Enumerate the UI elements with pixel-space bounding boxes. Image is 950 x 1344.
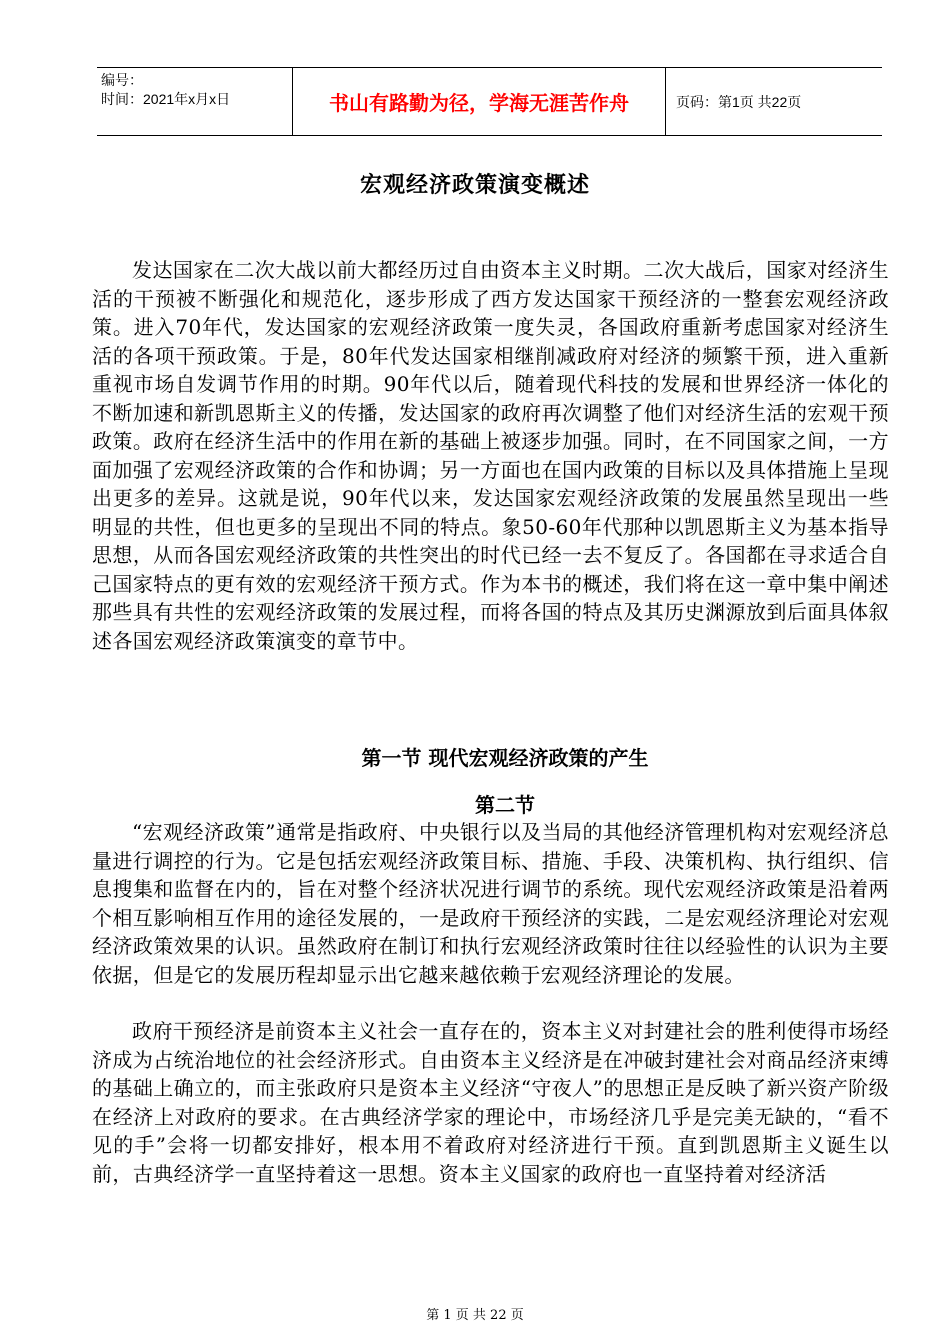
header-number-label: 编号： [101,72,143,88]
page-header [97,67,882,136]
header-page-info: 页码：第1页 共22页 [676,93,802,110]
document-title: 宏观经济政策演变概述 [359,173,590,198]
header-time-label: 时间：2021年x月x日 [101,91,231,107]
page-footer: 第 1 页 共 22 页 [426,1308,524,1323]
paragraph-intro: 发达国家在二次大战以前大都经历过自由资本主义时期。二次大战后，国家对经济生活的干预被不断强化和规范化，逐步形成了西方发达国家干预经济的一整套宏观经济政策。进入70年代，发达国家的宏观经济政策一度失灵，各国政府重新考虑国家对经济生活的各项干预政策。于是，80年代发达国家相继削减政府对经济的频繁干预，进入重新重视市场自发调节作用的时期。90年代以后，随着现代科技的发展和世界经济一体化的不断加速和新凯恩斯主义的传播，发达国家的政府再次调整了他们对经济生活的宏观干预政策。政府在经济生活中的作用在新的基础上被逐步加强。同时，在不同国家之间，一方面加强了宏观经济政策的合作和协调；另一方面也在国内政策的目标以及具体措施上呈现出更多的差异。这就是说，90年代以来，发达国家宏观经济政策的发展虽然呈现出一些明显的共性，但也更多的呈现出不同的特点。象50-60年代那种以凯恩斯主义为基本指导思想，从而各国宏观经济政策的共性突出的时代已经一去不复反了。各国都在寻求适合自己国家特点的更有效的宏观经济干预方式。作为本书的概述，我们将在这一章中集中阐述那些具有共性的宏观经济政策的发展过程，而将各国的特点及其历史渊源放到后面具体叙述各国宏观经济政策演变的章节中。 [92,258,889,653]
paragraph-history: 政府干预经济是前资本主义社会一直存在的，资本主义对封建社会的胜利使得市场经济成为占统治地位的社会经济形式。自由资本主义经济是在冲破封建社会对商品经济束缚的基础上确立的，而主张政府只是资本主义经济“守夜人”的思想正是反映了新兴资产阶级在经济上对政府的要求。在古典经济学家的理论中，市场经济几乎是完美无缺的，“看不见的手”会将一切都安排好，根本用不着政府对经济进行干预。直到凯恩斯主义诞生以前，古典经济学一直坚持着这一思想。资本主义国家的政府也一直坚持着对经济活 [92,1019,889,1186]
section-heading-2: 第二节 [475,793,535,817]
header-motto: 书山有路勤为径，学海无涯苦作舟 [293,68,666,135]
section-heading-1: 第一节 现代宏观经济政策的产生 [361,746,649,770]
header-left-cell [97,68,293,135]
paragraph-definition: “宏观经济政策”通常是指政府、中央银行以及当局的其他经济管理机构对宏观经济总量进行调控的行为。它是包括宏观经济政策目标、措施、手段、决策机构、执行组织、信息搜集和监督在内的，旨在对整个经济状况进行调节的系统。现代宏观经济政策是沿着两个相互影响相互作用的途径发展的，一是政府干预经济的实践，二是宏观经济理论对宏观经济政策效果的认识。虽然政府在制订和执行宏观经济政策时往往以经验性的认识为主要依据，但是它的发展历程却显示出它越来越依赖于宏观经济理论的发展。 [92,820,889,987]
